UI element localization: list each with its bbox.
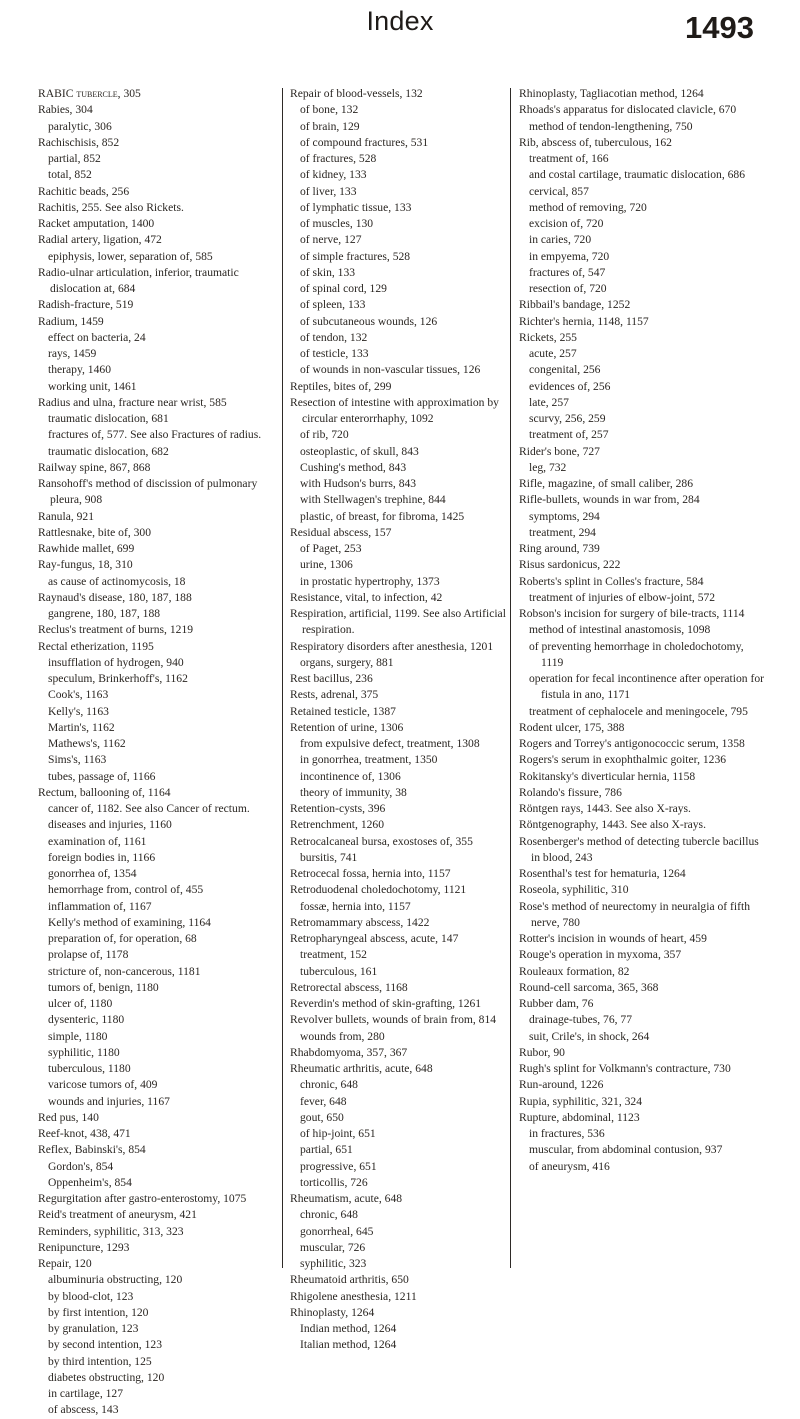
index-column-1	[38, 86, 283, 1419]
index-subentry: excision of, 720	[529, 217, 604, 230]
index-entry: Ring around, 739	[519, 542, 600, 555]
index-subentry: torticollis, 726	[300, 1175, 368, 1189]
index-entry: Rheumatism, acute, 648	[290, 1192, 403, 1205]
index-subentry: fractures of, 577. See also Fractures of radius.	[48, 428, 262, 442]
index-subentry: theory of immunity, 38	[300, 785, 407, 799]
index-subentry: diabetes obstructing, 120	[48, 1370, 165, 1384]
index-subentry: treatment, 294	[529, 525, 596, 539]
index-entry: Reverdin's method of skin-grafting, 1261	[290, 997, 482, 1010]
index-subentry: by blood-clot, 123	[48, 1289, 134, 1303]
index-entry: Respiratory disorders after anesthesia, 1201	[290, 639, 494, 653]
index-subentry: method of removing, 720	[529, 200, 647, 214]
index-entry: Rider's bone, 727	[519, 444, 600, 458]
index-entry: Rose's method of neurectomy in neuralgia of fifth nerve, 780	[519, 899, 753, 929]
index-subentry: preparation of, for operation, 68	[48, 932, 197, 945]
index-entry: Repair, 120	[38, 1257, 92, 1270]
index-column-3	[519, 86, 767, 1175]
index-entry: Rupture, abdominal, 1123	[519, 1110, 640, 1124]
index-subentry: of rib, 720	[300, 428, 349, 442]
index-subentry: dysenteric, 1180	[48, 1013, 125, 1027]
index-entry: Rupia, syphilitic, 321, 324	[519, 1094, 643, 1108]
index-subentry: fractures of, 547	[529, 265, 606, 279]
index-entry: Roberts's splint in Colles's fracture, 584	[519, 574, 704, 588]
index-entry: Rhoads's apparatus for dislocated clavicle, 670	[519, 103, 737, 117]
index-subentry: of aneurysm, 416	[529, 1159, 610, 1173]
index-subentry: method of intestinal anastomosis, 1098	[529, 623, 711, 637]
index-subentry: organs, surgery, 881	[300, 655, 394, 669]
index-entry: Rubor, 90	[519, 1045, 565, 1059]
index-entry: Reid's treatment of aneurysm, 421	[38, 1208, 197, 1222]
index-subentry: traumatic dislocation, 681	[48, 412, 169, 425]
index-subentry: syphilitic, 323	[300, 1257, 367, 1270]
index-subentry: Kelly's method of examining, 1164	[48, 915, 211, 929]
index-entry: Retromammary abscess, 1422	[290, 915, 430, 929]
index-subentry: muscular, 726	[300, 1240, 366, 1254]
index-entry: RABIC tubercle, 305	[38, 87, 141, 100]
index-entry: Rawhide mallet, 699	[38, 542, 135, 555]
index-subentry: partial, 651	[300, 1143, 353, 1157]
index-entry: Rheumatic arthritis, acute, 648	[290, 1062, 433, 1075]
index-subentry: of abscess, 143	[48, 1403, 119, 1417]
index-entry: Reflex, Babinski's, 854	[38, 1143, 146, 1157]
index-subentry: foreign bodies in, 1166	[48, 850, 156, 864]
index-subentry: Italian method, 1264	[300, 1338, 397, 1352]
index-entry: Resection of intestine with approximation by circular enterorrhaphy, 1092	[290, 395, 502, 425]
index-subentry: of hip-joint, 651	[300, 1127, 376, 1140]
index-entry: Renipuncture, 1293	[38, 1240, 130, 1254]
index-subentry: scurvy, 256, 259	[529, 412, 606, 425]
index-subentry: insufflation of hydrogen, 940	[48, 655, 184, 669]
index-subentry: drainage-tubes, 76, 77	[529, 1013, 633, 1027]
index-subentry: paralytic, 306	[48, 119, 112, 133]
index-subentry: of simple fractures, 528	[300, 249, 411, 263]
index-entry: Rhigolene anesthesia, 1211	[290, 1289, 417, 1303]
index-entry: Reclus's treatment of burns, 1219	[38, 623, 194, 637]
index-subentry: wounds and injuries, 1167	[48, 1094, 170, 1108]
index-subentry: epiphysis, lower, separation of, 585	[48, 249, 213, 263]
index-subentry: with Hudson's burrs, 843	[300, 477, 417, 490]
index-subentry: with Stellwagen's trephine, 844	[300, 493, 446, 507]
index-subentry: gonorrheal, 645	[300, 1224, 374, 1238]
index-subentry: muscular, from abdominal contusion, 937	[529, 1143, 723, 1157]
index-entry: Radish-fracture, 519	[38, 298, 134, 312]
index-subentry: examination of, 1161	[48, 834, 147, 848]
index-subentry: treatment of, 257	[529, 428, 609, 442]
index-subentry: of subcutaneous wounds, 126	[300, 314, 438, 328]
index-subentry: by granulation, 123	[48, 1322, 139, 1335]
index-subentry: from expulsive defect, treatment, 1308	[300, 737, 480, 750]
index-subentry: partial, 852	[48, 152, 101, 165]
index-subentry: gangrene, 180, 187, 188	[48, 607, 161, 620]
index-subentry: bursitis, 741	[300, 850, 358, 864]
index-subentry: of preventing hemorrhage in choledochotomy, 1119	[529, 639, 747, 669]
index-subentry: incontinence of, 1306	[300, 769, 401, 783]
index-subentry: chronic, 648	[300, 1208, 358, 1222]
index-subentry: method of tendon-lengthening, 750	[529, 119, 693, 133]
index-subentry: wounds from, 280	[300, 1029, 385, 1043]
index-entry: Rodent ulcer, 175, 388	[519, 720, 625, 734]
index-subentry: of testicle, 133	[300, 347, 369, 360]
index-subentry: in caries, 720	[529, 233, 592, 247]
index-subentry: by second intention, 123	[48, 1338, 162, 1352]
index-subentry: leg, 732	[529, 460, 567, 474]
index-subentry: fossæ, hernia into, 1157	[300, 899, 411, 913]
index-column-2	[290, 86, 535, 1354]
index-subentry: by third intention, 125	[48, 1354, 152, 1368]
index-entry: Rattlesnake, bite of, 300	[38, 525, 152, 539]
index-entry: Rest bacillus, 236	[290, 672, 373, 685]
index-subentry: and costal cartilage, traumatic dislocation, 686	[529, 168, 746, 182]
index-entry: Rests, adrenal, 375	[290, 688, 379, 702]
index-subentry: treatment of, 166	[529, 152, 609, 165]
index-subentry: of brain, 129	[300, 119, 360, 133]
index-entry: Rickets, 255	[519, 330, 577, 344]
index-subentry: treatment of injuries of elbow-joint, 572	[529, 590, 716, 604]
index-entry: Repair of blood-vessels, 132	[290, 87, 423, 100]
index-entry: Richter's hernia, 1148, 1157	[519, 314, 649, 328]
index-entry: Ransohoff's method of discission of pulmonary pleura, 908	[38, 477, 261, 507]
index-subentry: osteoplastic, of skull, 843	[300, 444, 419, 458]
index-subentry: in empyema, 720	[529, 249, 610, 263]
index-subentry: gout, 650	[300, 1110, 344, 1124]
index-subentry: late, 257	[529, 395, 569, 409]
index-entry: Retrocalcaneal bursa, exostoses of, 355	[290, 834, 473, 848]
index-subentry: traumatic dislocation, 682	[48, 444, 169, 458]
index-entry: Röntgenography, 1443. See also X-rays.	[519, 818, 706, 832]
index-entry: Rabies, 304	[38, 103, 93, 117]
index-subentry: tuberculous, 1180	[48, 1062, 131, 1075]
index-entry: Rectum, ballooning of, 1164	[38, 785, 171, 799]
index-entry: Ribbail's bandage, 1252	[519, 298, 631, 312]
index-entry: Residual abscess, 157	[290, 525, 392, 539]
index-subentry: urine, 1306	[300, 558, 353, 572]
index-subentry: total, 852	[48, 168, 92, 182]
index-subentry: symptoms, 294	[529, 509, 600, 523]
index-entry: Revolver bullets, wounds of brain from, 814	[290, 1013, 497, 1027]
index-entry: Round-cell sarcoma, 365, 368	[519, 980, 659, 994]
index-entry: Rectal etherization, 1195	[38, 639, 154, 653]
index-entry: Raynaud's disease, 180, 187, 188	[38, 590, 192, 604]
index-entry: Retention of urine, 1306	[290, 720, 404, 734]
index-entry: Rachischisis, 852	[38, 135, 120, 149]
index-subentry: suit, Crile's, in shock, 264	[529, 1029, 650, 1043]
page-number: 1493	[685, 10, 754, 45]
index-entry: Resistance, vital, to infection, 42	[290, 590, 443, 604]
index-entry: Rheumatoid arthritis, 650	[290, 1273, 409, 1287]
index-subentry: cervical, 857	[529, 184, 589, 198]
index-entry: Rogers's serum in exophthalmic goiter, 1236	[519, 753, 727, 767]
index-subentry: of spinal cord, 129	[300, 282, 387, 295]
index-entry: Red pus, 140	[38, 1110, 99, 1124]
index-subentry: acute, 257	[529, 347, 577, 360]
index-subentry: in fractures, 536	[529, 1127, 605, 1140]
index-subentry: treatment, 152	[300, 948, 367, 962]
index-entry: Radius and ulna, fracture near wrist, 585	[38, 395, 227, 409]
index-entry: Rugh's splint for Volkmann's contracture, 730	[519, 1062, 731, 1075]
index-subentry: of bone, 132	[300, 103, 359, 117]
index-subentry: Martin's, 1162	[48, 720, 115, 734]
index-entry: Rhinoplasty, 1264	[290, 1305, 375, 1319]
index-subentry: therapy, 1460	[48, 363, 111, 377]
index-entry: Reptiles, bites of, 299	[290, 379, 392, 393]
index-subentry: of skin, 133	[300, 265, 356, 279]
index-subentry: of spleen, 133	[300, 298, 366, 312]
index-entry: Respiration, artificial, 1199. See also Artificial respiration.	[290, 607, 509, 637]
index-entry: Rokitansky's diverticular hernia, 1158	[519, 769, 696, 783]
index-subentry: as cause of actinomycosis, 18	[48, 574, 186, 588]
index-subentry: ulcer of, 1180	[48, 997, 113, 1010]
index-subentry: of liver, 133	[300, 184, 357, 198]
index-subentry: simple, 1180	[48, 1029, 108, 1043]
index-entry: Rifle, magazine, of small caliber, 286	[519, 477, 694, 490]
index-subentry: inflammation of, 1167	[48, 899, 152, 913]
index-entry: Reminders, syphilitic, 313, 323	[38, 1224, 184, 1238]
index-entry: Radio-ulnar articulation, inferior, traumatic dislocation at, 684	[38, 265, 242, 295]
index-entry: Rachitic beads, 256	[38, 184, 130, 198]
index-subentry: operation for fecal incontinence after operation for fistula in ano, 1171	[529, 672, 767, 702]
index-subentry: stricture of, non-cancerous, 1181	[48, 964, 201, 978]
index-subentry: working unit, 1461	[48, 379, 137, 393]
index-subentry: plastic, of breast, for fibroma, 1425	[300, 509, 465, 523]
index-entry: Ranula, 921	[38, 509, 95, 523]
index-entry: Rib, abscess of, tuberculous, 162	[519, 135, 672, 149]
index-subentry: evidences of, 256	[529, 379, 611, 393]
index-subentry: tumors of, benign, 1180	[48, 980, 159, 994]
index-subentry: in gonorrhea, treatment, 1350	[300, 753, 438, 767]
index-subentry: Oppenheim's, 854	[48, 1175, 132, 1189]
index-entry: Rotter's incision in wounds of heart, 459	[519, 932, 707, 945]
index-entry: Robson's incision for surgery of bile-tracts, 1114	[519, 607, 745, 620]
index-entry: Reef-knot, 438, 471	[38, 1127, 131, 1140]
index-entry: Rogers and Torrey's antigonococcic serum, 1358	[519, 737, 745, 750]
index-subentry: of tendon, 132	[300, 330, 368, 344]
index-entry: Rachitis, 255. See also Rickets.	[38, 200, 184, 214]
index-subentry: gonorrhea of, 1354	[48, 867, 137, 880]
index-entry: Retrocecal fossa, hernia into, 1157	[290, 867, 451, 880]
index-subentry: progressive, 651	[300, 1159, 377, 1173]
index-subentry: Cook's, 1163	[48, 688, 109, 702]
index-subentry: syphilitic, 1180	[48, 1045, 120, 1059]
index-subentry: in cartilage, 127	[48, 1387, 124, 1400]
index-subentry: resection of, 720	[529, 282, 607, 295]
index-subentry: Cushing's method, 843	[300, 460, 407, 474]
index-subentry: of lymphatic tissue, 133	[300, 200, 412, 214]
index-subentry: of nerve, 127	[300, 233, 362, 247]
index-entry: Rolando's fissure, 786	[519, 785, 622, 799]
index-subentry: tubes, passage of, 1166	[48, 769, 156, 783]
index-subentry: albuminuria obstructing, 120	[48, 1273, 183, 1287]
index-entry: Rhabdomyoma, 357, 367	[290, 1045, 408, 1059]
index-subentry: tuberculous, 161	[300, 964, 378, 978]
index-entry: Regurgitation after gastro-enterostomy, 1075	[38, 1192, 247, 1205]
index-entry: Rubber dam, 76	[519, 997, 594, 1010]
index-subentry: Sims's, 1163	[48, 753, 107, 767]
index-subentry: of fractures, 528	[300, 152, 377, 165]
index-subentry: varicose tumors of, 409	[48, 1078, 158, 1092]
index-subentry: rays, 1459	[48, 347, 97, 360]
index-entry: Ray-fungus, 18, 310	[38, 558, 133, 572]
index-subentry: chronic, 648	[300, 1078, 358, 1092]
index-subentry: Mathews's, 1162	[48, 737, 126, 750]
index-entry: Rouge's operation in myxoma, 357	[519, 948, 682, 962]
index-entry: Retained testicle, 1387	[290, 704, 396, 718]
index-subentry: treatment of cephalocele and meningocele, 795	[529, 704, 748, 718]
index-subentry: effect on bacteria, 24	[48, 330, 146, 344]
index-entry: Railway spine, 867, 868	[38, 460, 151, 474]
index-subentry: speculum, Brinkerhoff's, 1162	[48, 672, 188, 685]
index-entry: Rouleaux formation, 82	[519, 964, 630, 978]
index-entry: Retrorectal abscess, 1168	[290, 980, 408, 994]
index-entry: Rifle-bullets, wounds in war from, 284	[519, 493, 700, 507]
index-entry: Röntgen rays, 1443. See also X-rays.	[519, 802, 691, 815]
index-entry: Radial artery, ligation, 472	[38, 233, 162, 247]
index-subentry: Kelly's, 1163	[48, 704, 109, 718]
index-subentry: of Paget, 253	[300, 542, 362, 555]
index-entry: Retroduodenal choledochotomy, 1121	[290, 883, 467, 897]
index-subentry: hemorrhage from, control of, 455	[48, 883, 204, 897]
index-entry: Rhinoplasty, Tagliacotian method, 1264	[519, 87, 704, 100]
index-subentry: diseases and injuries, 1160	[48, 818, 172, 832]
index-subentry: cancer of, 1182. See also Cancer of rectum.	[48, 802, 250, 815]
index-entry: Risus sardonicus, 222	[519, 558, 621, 572]
index-subentry: fever, 648	[300, 1094, 347, 1108]
index-entry: Retention-cysts, 396	[290, 802, 386, 815]
index-entry: Retropharyngeal abscess, acute, 147	[290, 932, 459, 945]
index-subentry: of kidney, 133	[300, 168, 367, 182]
index-entry: Retrenchment, 1260	[290, 818, 385, 832]
index-subentry: of compound fractures, 531	[300, 135, 429, 149]
index-subentry: in prostatic hypertrophy, 1373	[300, 574, 440, 588]
index-entry: Roseola, syphilitic, 310	[519, 883, 629, 897]
index-subentry: of muscles, 130	[300, 217, 374, 230]
index-entry: Racket amputation, 1400	[38, 217, 155, 230]
index-entry: Radium, 1459	[38, 314, 104, 328]
index-subentry: of wounds in non-vascular tissues, 126	[300, 363, 481, 377]
index-subentry: Indian method, 1264	[300, 1322, 397, 1335]
index-subentry: prolapse of, 1178	[48, 948, 129, 962]
index-subentry: by first intention, 120	[48, 1305, 149, 1319]
index-subentry: congenital, 256	[529, 363, 601, 377]
page-title: Index	[366, 6, 434, 36]
index-subentry: Gordon's, 854	[48, 1159, 114, 1173]
index-entry: Rosenberger's method of detecting tubercle bacillus in blood, 243	[519, 834, 762, 864]
index-entry: Run-around, 1226	[519, 1078, 604, 1092]
index-entry: Rosenthal's test for hematuria, 1264	[519, 867, 686, 880]
